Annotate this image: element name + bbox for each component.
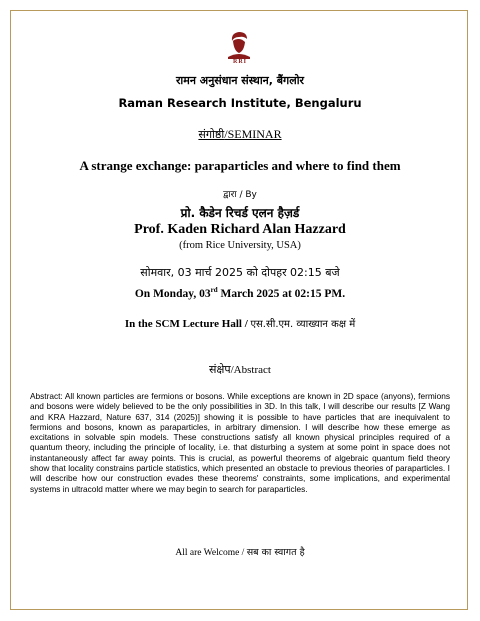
welcome-note	[10, 545, 470, 558]
date-prefix: On Monday, 03	[134, 287, 211, 300]
date-hindi: सोमवार, 03 मार्च 2025 को दोपहर 02:15 बजे	[140, 266, 340, 279]
speaker-affiliation: (from Rice University, USA)	[179, 240, 301, 251]
seminar-title: A strange exchange: paraparticles and where to find them	[79, 158, 401, 173]
event-type-english: /SEMINAR	[224, 127, 282, 141]
abstract-heading-hindi: संक्षेप	[209, 363, 231, 376]
institute-name: Raman Research Institute, Bengaluru	[118, 96, 362, 110]
welcome-english: All are Welcome /	[175, 548, 247, 558]
date-english	[10, 286, 470, 300]
abstract-heading	[10, 362, 470, 377]
date-suffix: March 2025 at 02:15 PM.	[217, 287, 346, 300]
event-type-hindi: संगोष्ठी	[198, 128, 225, 141]
speaker-name-hindi: प्रो. कैडेन रिचर्ड एलन हैज़र्ड	[180, 206, 300, 220]
by-label: द्वारा / By	[223, 190, 257, 200]
welcome-hindi: सब का स्वागत है	[246, 547, 305, 558]
abstract-heading-english: /Abstract	[230, 364, 271, 376]
institute-name-hindi: रामन अनुसंधान संस्थान, बैंगलोर	[175, 74, 305, 87]
venue-hindi: एस.सी.एम. व्याख्यान कक्ष में	[250, 319, 356, 330]
venue-english: In the SCM Lecture Hall /	[124, 318, 251, 330]
date-ordinal: rd	[210, 286, 218, 294]
speaker-name: Prof. Kaden Richard Alan Hazzard	[134, 222, 346, 237]
event-type	[10, 127, 470, 142]
abstract-text: Abstract: All known particles are fermions or bosons. While exceptions are known in 2D space (anyons), fermions and bosons were widely believed to be the only possibilities in 3D. In this talk, I will describe our results [Z Wang and KRA Hazzard, Nature 637, 314 (2025)] showing it is possible to have particles that are inequivalent to fermions and bosons, known as paraparticles, in arbitrary dimension. I will describe how these emerge as excitations in solvable spin models. These constructions satisfy all known physical principles required of a quantum theory, including the principle of locality, i.e. that disturbing a system at some point in space does not instantaneously affect far away points. This is crucial, as powerful theorems of algebraic quantum field theory show that locality constrains particle statistics, which presented an obstacle to previous theories of paraparticles. I will describe how our construction evades these theorems' constraints, some implications, and experimental systems in ultracold matter where we may begin to search for paraparticles.	[30, 391, 450, 494]
venue	[10, 316, 470, 330]
logo-text: RRI	[232, 59, 247, 65]
